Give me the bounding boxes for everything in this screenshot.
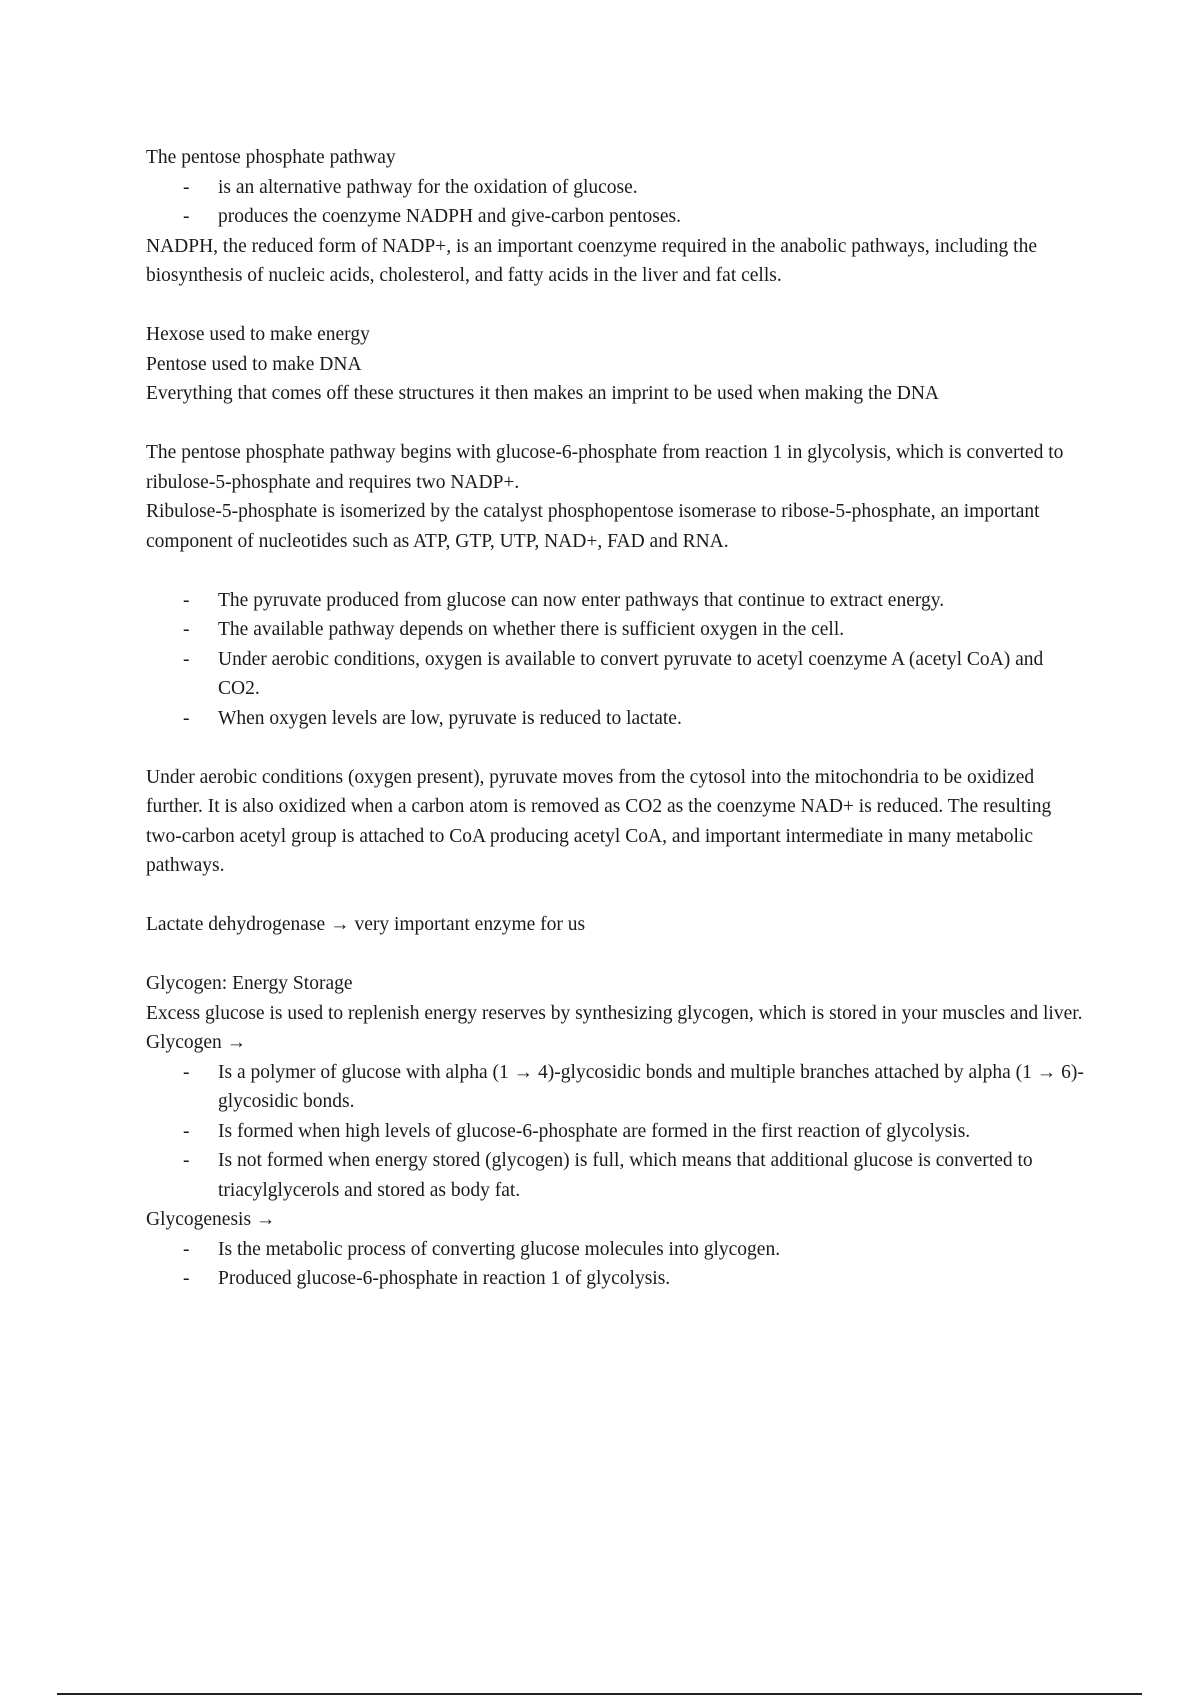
ribulose-paragraph: Ribulose-5-phosphate is isomerized by the catalyst phosphopentose isomerase to ribose-5-phosphate, an important component of nucleotides such as ATP, GTP, UTP, NAD+, FAD and RNA. (146, 501, 1040, 552)
document-body (146, 143, 1086, 1294)
aerobic-paragraph: Under aerobic conditions (oxygen present), pyruvate moves from the cytosol into the mitochondria to be oxidized further. It is also oxidized when a carbon atom is removed as CO2 as the coenzyme NAD+ is reduced. The resulting two-carbon acetyl group is attached to CoA producing acetyl CoA, and important intermediate in many metabolic pathways. (146, 766, 1052, 876)
list-item: - Is not formed when energy stored (glycogen) is full, which means that additional glucose is converted to triacylglycerols and stored as body fat. (146, 1146, 1086, 1205)
pathway-begins-paragraph: The pentose phosphate pathway begins with glucose-6-phosphate from reaction 1 in glycolysis, which is converted to ribulose-5-phosphate and requires two NADP+. (146, 442, 1064, 493)
glycogenesis-list (146, 1235, 1086, 1294)
glycogen-title: Glycogen: Energy Storage (146, 973, 353, 994)
list-item: - Produced glucose-6-phosphate in reaction 1 of glycolysis. (146, 1264, 1086, 1294)
pentose-pathway-list (146, 173, 1086, 232)
page-bottom-rule (57, 1693, 1142, 1695)
pyruvate-list (146, 586, 1086, 734)
spacer (146, 291, 1086, 321)
glycogen-list (146, 1058, 1086, 1206)
glycogen-heading: Glycogen → (146, 1032, 247, 1053)
list-item: - Is a polymer of glucose with alpha (1 → 4)-glycosidic bonds and multiple branches attached by alpha (1 → 6)-glycosidic bonds. (146, 1058, 1086, 1117)
lactate-line: Lactate dehydrogenase → very important enzyme for us (146, 914, 586, 935)
glycogenesis-heading: Glycogenesis → (146, 1209, 276, 1230)
list-item: - produces the coenzyme NADPH and give-carbon pentoses. (146, 202, 1086, 232)
list-item: - Is formed when high levels of glucose-6-phosphate are formed in the first reaction of glycolysis. (146, 1117, 1086, 1147)
nadph-paragraph: NADPH, the reduced form of NADP+, is an important coenzyme required in the anabolic pathways, including the biosynthesis of nucleic acids, cholesterol, and fatty acids in the liver and fat cells. (146, 235, 1037, 286)
list-item: - When oxygen levels are low, pyruvate is reduced to lactate. (146, 704, 1086, 734)
spacer (146, 733, 1086, 763)
excess-glucose-paragraph: Excess glucose is used to replenish energy reserves by synthesizing glycogen, which is stored in your muscles and liver. (146, 1002, 1083, 1024)
list-item: - Is the metabolic process of converting glucose molecules into glycogen. (146, 1235, 1086, 1265)
spacer (146, 556, 1086, 586)
imprint-line: Everything that comes off these structures it then makes an imprint to be used when making the DNA (146, 383, 939, 404)
hexose-line: Hexose used to make energy (146, 324, 370, 345)
spacer (146, 409, 1086, 439)
spacer (146, 881, 1086, 911)
list-item: - is an alternative pathway for the oxidation of glucose. (146, 173, 1086, 203)
pentose-pathway-title: The pentose phosphate pathway (146, 147, 396, 168)
pentose-line: Pentose used to make DNA (146, 353, 362, 375)
list-item: - The available pathway depends on whether there is sufficient oxygen in the cell. (146, 615, 1086, 645)
list-item: - The pyruvate produced from glucose can now enter pathways that continue to extract energy. (146, 586, 1086, 616)
list-item: - Under aerobic conditions, oxygen is available to convert pyruvate to acetyl coenzyme A (acetyl CoA) and CO2. (146, 645, 1086, 704)
spacer (146, 940, 1086, 970)
